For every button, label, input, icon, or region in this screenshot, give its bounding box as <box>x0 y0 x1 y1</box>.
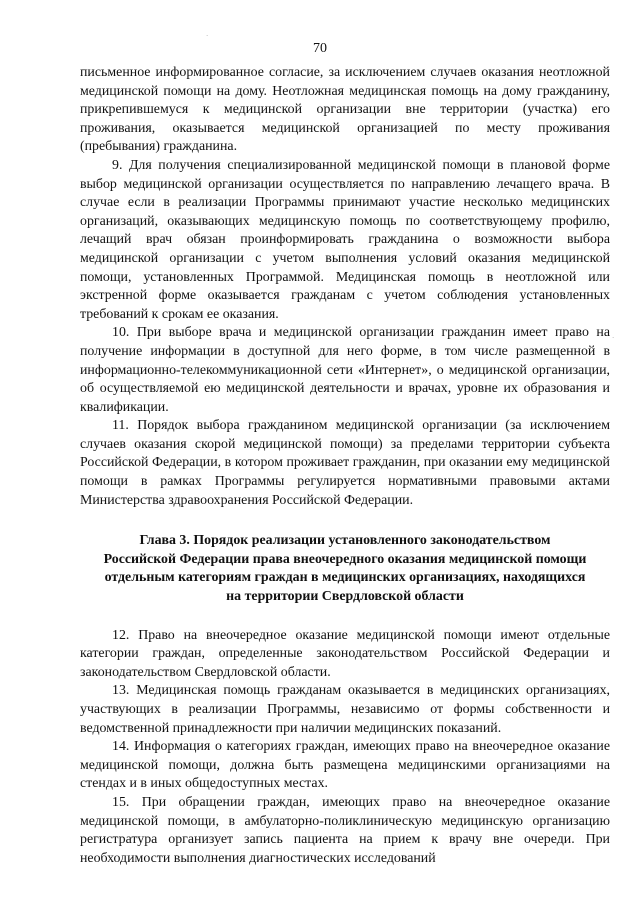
paragraph-11: 11. Порядок выбора гражданином медицинской организации (за исключением случаев оказания скорой медицинской помощи) за пределами территории субъекта Российской Федерации, в котором проживает гражданин, при оказании ему медицинской помощи в рамках Программы регулируется нормативными правовыми актами Министерства здравоохранения Российской Федерации. <box>80 418 610 508</box>
paragraph-continuation: письменное информированное согласие, за исключением случаев оказания неотложной медицинской помощи на дому. Неотложная медицинская помощь на дому гражданину, прикрепившемуся к медицинской организации вне территории (участка) его проживания, оказывается медицинской организацией по месту проживания (пребывания) гражданина. <box>80 65 610 155</box>
paragraph-9: 9. Для получения специализированной медицинской помощи в плановой форме выбор медицинской организации осуществляется по направлению лечащего врача. В случае если в реализации Программы принимают участие несколько медицинских организаций, оказывающих медицинскую помощь по соответствующему профилю, лечащий врач обязан проинформировать гражданина о возможности выбора медицинской организации с учетом выполнения условий оказания медицинской помощи, установленных Программой. Медицинская помощь в неотложной или экстренной форме оказывается гражданам с учетом соблюдения установленных требований к срокам ее оказания. <box>80 157 610 322</box>
chapter-heading-line-3: отдельным категориям граждан в медицинских организациях, находящихся <box>104 570 586 586</box>
paragraph-15: 15. При обращении граждан, имеющих право на внеочередное оказание медицинской помощи, в амбулаторно-поликлиническую медицинскую организацию регистратура организует запись пациента на прием к врачу вне очереди. При необходимости выполнения диагностических исследований <box>80 794 610 866</box>
chapter-heading-line-2: Российской Федерации права внеочередного оказания медицинской помощи <box>103 551 587 567</box>
chapter-heading <box>80 532 610 606</box>
chapter-heading-line-1: Глава 3. Порядок реализации установленного законодательством <box>139 533 551 549</box>
scan-speck: ˑ <box>206 32 209 41</box>
scan-speck: ˑ <box>612 334 615 343</box>
page-number: 70 <box>313 41 327 56</box>
paragraph-13: 13. Медицинская помощь гражданам оказывается в медицинских организациях, участвующих в реализации Программы, независимо от формы собственности и ведомственной принадлежности при наличии медицинских показаний. <box>80 683 610 736</box>
chapter-heading-line-4: на территории Свердловской области <box>226 589 464 605</box>
paragraph-10: 10. При выборе врача и медицинской организации гражданин имеет право на получение информации в доступной для него форме, в том числе размещенной в информационно-телекоммуникационной сети «Интернет», о медицинской организации, об осуществляемой ею медицинской деятельности и врачах, уровне их образования и квалификации. <box>80 325 610 415</box>
paragraph-12: 12. Право на внеочередное оказание медицинской помощи имеют отдельные категории граждан, определенные законодательством Российской Федерации и законодательством Свердловской области. <box>80 627 610 680</box>
paragraph-14: 14. Информация о категориях граждан, имеющих право на внеочередное оказание медицинской помощи, должна быть размещена медицинскими организациями на стендах и в иных общедоступных местах. <box>80 739 610 792</box>
document-body <box>80 64 610 868</box>
